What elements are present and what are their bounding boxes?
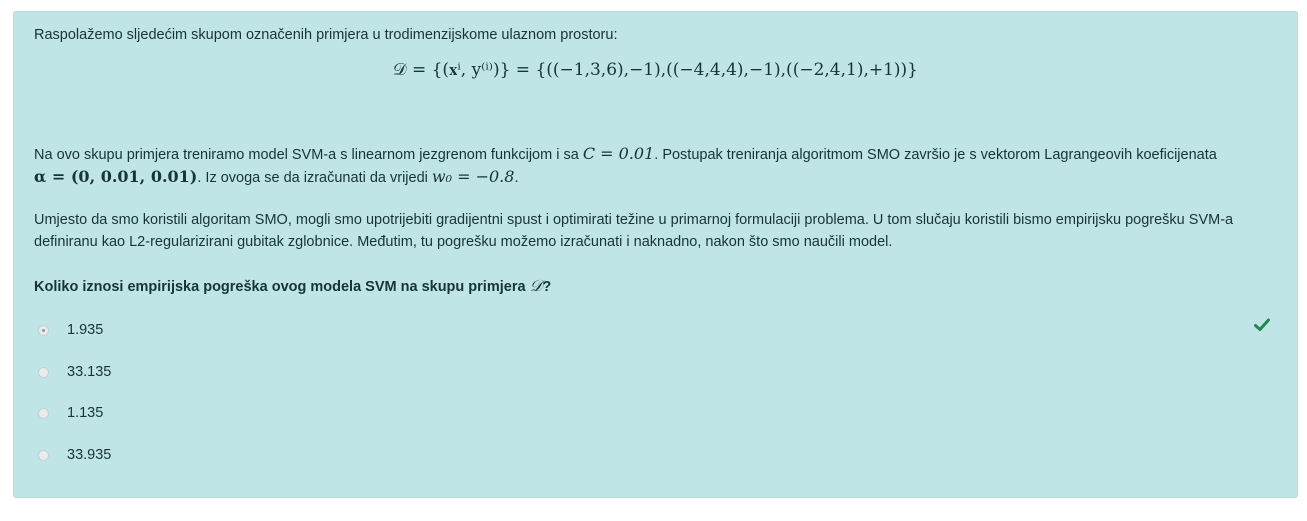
radio[interactable]	[38, 408, 49, 419]
para1-text-d: .	[514, 170, 519, 186]
option-label: 33.935	[67, 447, 112, 463]
dataset-symbol: 𝒟	[529, 276, 543, 295]
para1-text-b: . Postupak treniranja algoritmom SMO završio je s vektorom Lagrangeovih koeficijenata	[654, 147, 1217, 163]
answer-option[interactable]	[38, 362, 111, 382]
radio[interactable]	[38, 450, 49, 461]
radio[interactable]	[38, 367, 49, 378]
dataset-equation: 𝒟 = {(𝐱ⁱ, y⁽ⁱ⁾)} = {((−1,3,6),−1),((−4,4,4),−1),((−2,4,1),+1))}	[393, 60, 918, 80]
math-w0: w₀ = −0.8	[431, 167, 515, 186]
question-panel	[13, 11, 1298, 498]
paragraph-1	[34, 143, 1275, 189]
answer-option[interactable]	[38, 320, 103, 340]
answer-option[interactable]	[38, 445, 111, 465]
para1-text-c: . Iz ovoga se da izračunati da vrijedi	[197, 170, 432, 186]
intro-text: Raspolažemo sljedećim skupom označenih primjera u trodimenzijskome ulaznom prostoru:	[34, 27, 618, 43]
para1-text-a: Na ovo skupu primjera treniramo model SVM-a s linearnom jezgrenom funkcijom i sa	[34, 147, 583, 163]
option-label: 1.135	[67, 405, 104, 421]
answer-option[interactable]	[38, 403, 103, 423]
question-text	[34, 275, 1275, 298]
question-label: Koliko iznosi empirijska pogreška ovog modela SVM na skupu primjera	[34, 279, 530, 295]
option-label: 1.935	[67, 322, 104, 338]
math-alpha: α = (0, 0.01, 0.01)	[34, 167, 198, 186]
question-end: ?	[542, 279, 552, 295]
checkmark-icon	[1254, 318, 1270, 332]
option-label: 33.135	[67, 364, 112, 380]
radio-selected[interactable]	[38, 325, 49, 336]
math-c: C = 0.01	[582, 144, 655, 163]
paragraph-2: Umjesto da smo koristili algoritam SMO, mogli smo upotrijebiti gradijentni spust i optimirati težine u primarnoj formulaciji problema. U tom slučaju koristili bismo empirijsku pogrešku SVM-a definiranu kao L2-regularizirani gubitak zglobnice. Međutim, tu pogrešku možemo izračunati i naknadno, nakon što smo naučili model.	[34, 212, 1234, 250]
